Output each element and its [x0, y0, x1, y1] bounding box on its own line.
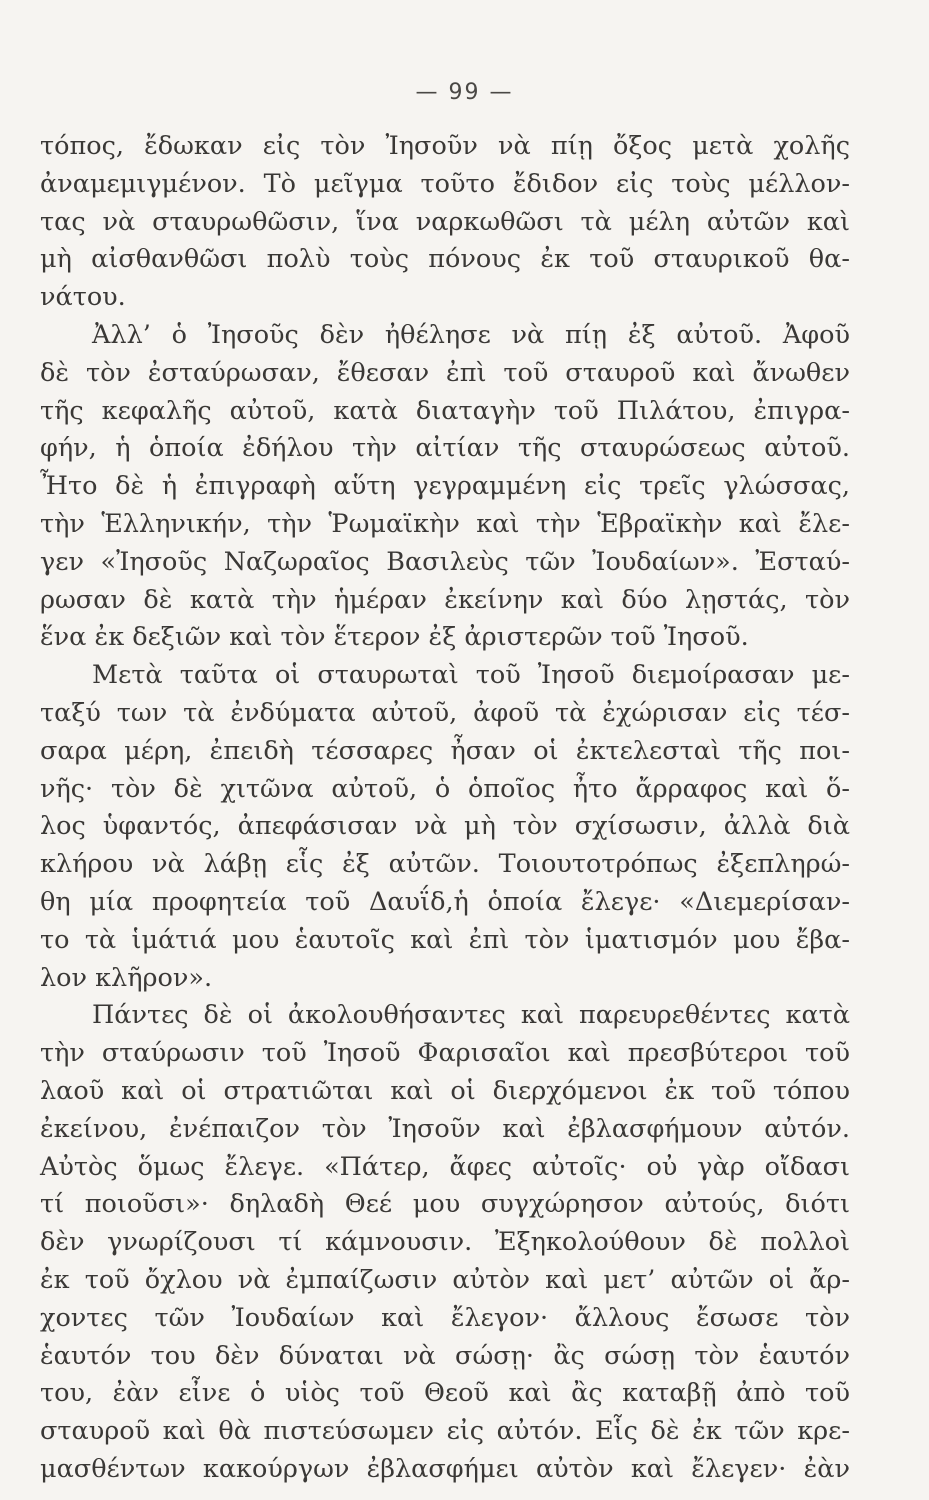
text-line: ρωσαν δὲ κατὰ τὴν ἡμέραν ἐκείνην καὶ δύο λῃστάς, τὸν [40, 584, 850, 615]
text-line: τὴν σταύρωσιν τοῦ Ἰησοῦ Φαρισαῖοι καὶ πρεσβύτεροι τοῦ [40, 1038, 850, 1069]
text-line: Μετὰ ταῦτα οἱ σταυρωταὶ τοῦ Ἰησοῦ διεμοίρασαν με- [92, 660, 850, 691]
text-line: ἑαυτόν του δὲν δύναται νὰ σώσῃ· ἂς σώσῃ τὸν ἑαυτόν [40, 1340, 850, 1371]
page-number: — 99 — [415, 80, 514, 105]
text-line: ταξύ των τὰ ἐνδύματα αὐτοῦ, ἀφοῦ τὰ ἐχώρισαν εἰς τέσ- [40, 697, 850, 728]
body-text [40, 128, 850, 1489]
paragraph [40, 997, 850, 1488]
text-line: μὴ αἰσθανθῶσι πολὺ τοὺς πόνους ἐκ τοῦ σταυρικοῦ θα- [40, 244, 850, 275]
text-line: λαοῦ καὶ οἱ στρατιῶται καὶ οἱ διερχόμενοι ἐκ τοῦ τόπου [40, 1075, 850, 1106]
text-line: ἐκ τοῦ ὄχλου νὰ ἐμπαίζωσιν αὐτὸν καὶ μετ’ αὐτῶν οἱ ἄρ- [40, 1264, 850, 1295]
text-line: δὲν γνωρίζουσι τί κάμνουσιν. Ἐξηκολούθουν δὲ πολλοὶ [40, 1227, 850, 1258]
text-line: τας νὰ σταυρωθῶσιν, ἵνα ναρκωθῶσι τὰ μέλη αὐτῶν καὶ [40, 206, 850, 237]
text-line: κλήρου νὰ λάβῃ εἷς ἐξ αὐτῶν. Τοιουτοτρόπως ἐξεπληρώ- [40, 849, 850, 880]
paragraph [40, 128, 850, 317]
text-line: Αὐτὸς ὅμως ἔλεγε. «Πάτερ, ἄφες αὐτοῖς· οὐ γὰρ οἴδασι [40, 1151, 850, 1182]
text-line: Ἀλλ’ ὁ Ἰησοῦς δὲν ἠθέλησε νὰ πίῃ ἐξ αὐτοῦ. Ἀφοῦ [92, 319, 850, 350]
text-line: τί ποιοῦσι»· δηλαδὴ Θεέ μου συγχώρησον αὐτούς, διότι [40, 1189, 850, 1220]
text-line: χοντες τῶν Ἰουδαίων καὶ ἔλεγον· ἄλλους ἔσωσε τὸν [40, 1302, 850, 1333]
text-line: γεν «Ἰησοῦς Ναζωραῖος Βασιλεὺς τῶν Ἰουδαίων». Ἐσταύ- [40, 546, 850, 577]
text-line: ἐκείνου, ἐνέπαιζον τὸν Ἰησοῦν καὶ ἐβλασφήμουν αὐτόν. [40, 1113, 850, 1144]
text-line: λον κλῆρον». [40, 962, 213, 993]
text-line: τόπος, ἔδωκαν εἰς τὸν Ἰησοῦν νὰ πίῃ ὄξος μετὰ χολῆς [40, 131, 850, 161]
text-line: του, ἐὰν εἶνε ὁ υἱὸς τοῦ Θεοῦ καὶ ἂς καταβῇ ἀπὸ τοῦ [40, 1378, 850, 1409]
text-line: δὲ τὸν ἐσταύρωσαν, ἔθεσαν ἐπὶ τοῦ σταυροῦ καὶ ἄνωθεν [40, 357, 850, 388]
text-line: θη μία προφητεία τοῦ Δαυΐδ,ἡ ὁποία ἔλεγε· «Διεμερίσαν- [40, 886, 850, 917]
text-line: το τὰ ἱμάτιά μου ἑαυτοῖς καὶ ἐπὶ τὸν ἱματισμόν μου ἔβα- [40, 924, 850, 955]
text-line: Ἦτο δὲ ἡ ἐπιγραφὴ αὕτη γεγραμμένη εἰς τρεῖς γλώσσας, [40, 471, 850, 502]
text-line: μασθέντων κακούργων ἐβλασφήμει αὐτὸν καὶ ἔλεγεν· ἐὰν [40, 1453, 850, 1484]
text-line: σαρα μέρη, ἐπειδὴ τέσσαρες ἦσαν οἱ ἐκτελεσταὶ τῆς ποι- [40, 735, 850, 766]
text-line: τῆς κεφαλῆς αὐτοῦ, κατὰ διαταγὴν τοῦ Πιλάτου, ἐπιγρα- [40, 395, 850, 426]
text-line: φήν, ἡ ὁποία ἐδήλου τὴν αἰτίαν τῆς σταυρώσεως αὐτοῦ. [40, 433, 850, 464]
text-line: ἀναμεμιγμένον. Τὸ μεῖγμα τοῦτο ἔδιδον εἰς τοὺς μέλλον- [40, 168, 850, 199]
text-line: ἕνα ἐκ δεξιῶν καὶ τὸν ἕτερον ἐξ ἀριστερῶν τοῦ Ἰησοῦ. [40, 622, 749, 653]
text-line: νάτου. [40, 282, 126, 313]
text-line: νῆς· τὸν δὲ χιτῶνα αὐτοῦ, ὁ ὁποῖος ἦτο ἄρραφος καὶ ὅ- [40, 773, 850, 804]
text-line: Πάντες δὲ οἱ ἀκολουθήσαντες καὶ παρευρεθέντες κατὰ [92, 1000, 850, 1031]
paragraph [40, 657, 850, 997]
text-line: λος ὑφαντός, ἀπεφάσισαν νὰ μὴ τὸν σχίσωσιν, ἀλλὰ διὰ [40, 811, 850, 842]
text-line: σταυροῦ καὶ θὰ πιστεύσωμεν εἰς αὐτόν. Εἷς δὲ ἐκ τῶν κρε- [40, 1416, 850, 1447]
paragraph [40, 317, 850, 657]
text-line: τὴν Ἑλληνικήν, τὴν Ῥωμαϊκὴν καὶ τὴν Ἑβραϊκὴν καὶ ἔλε- [40, 508, 850, 539]
